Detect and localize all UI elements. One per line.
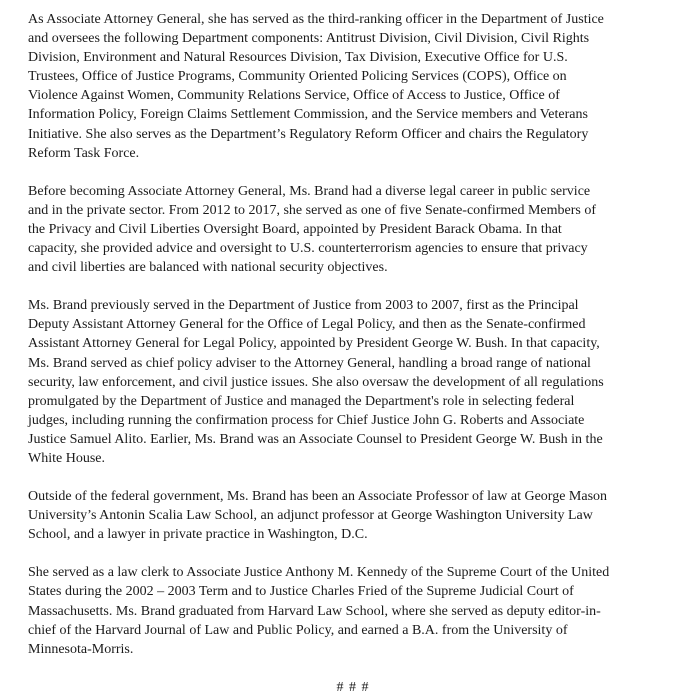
end-mark: # # # — [336, 679, 370, 695]
paragraph-clerkship-education: She served as a law clerk to Associate Justice Anthony M. Kennedy of the Supreme Court of the United States during the 2002 – 2003 Term and to Justice Charles Fried of the Supreme Judicial Court of Massachusetts. Ms. Brand graduated from Harvard Law School, where she served as deputy editor-in- chief of the Harvard Journal of Law and Public Policy, and earned a B.A. from the University of Minnesota-Morris. — [28, 565, 610, 657]
paragraph-doj-service: Ms. Brand previously served in the Department of Justice from 2003 to 2007, first as the Principal Deputy Assistant Attorney General for the Office of Legal Policy, and then as the Senate-confirmed Assistant Attorney General for Legal Policy, appointed by President George W. Bush. In that capacity, Ms. Brand served as chief policy adviser to the Attorney General, handling a broad range of national security, law enforcement, and civil justice issues. She also oversaw the development of all regulations promulgated by the Department of Justice and managed the Department's role in selecting federal judges, including running the confirmation process for Chief Justice John G. Roberts and Associate Justice Samuel Alito. Earlier, Ms. Brand was an Associate Counsel to President George W. Bush in the White House. — [28, 298, 604, 466]
paragraph-academic-private-practice: Outside of the federal government, Ms. Brand has been an Associate Professor of law at George Mason University’s Antonin Scalia Law School, an adjunct professor at George Washington University Law School, and a lawyer in private practice in Washington, D.C. — [28, 489, 608, 543]
paragraph-associate-ag-role: As Associate Attorney General, she has served as the third-ranking officer in the Department of Justice and oversees the following Department components: Antitrust Division, Civil Division, Civil Rights Division, Environment and Natural Resources Division, Tax Division, Executive Office for U.S. Trustees, Office of Justice Programs, Community Oriented Policing Services (COPS), Office on Violence Against Women, Community Relations Service, Office of Access to Justice, Office of Information Policy, Foreign Claims Settlement Commission, and the Service members and Veterans Initiative. She also serves as the Department’s Regulatory Reform Officer and chairs the Regulatory Reform Task Force. — [28, 12, 604, 161]
document-body — [28, 10, 678, 697]
paragraph-career-background: Before becoming Associate Attorney General, Ms. Brand had a diverse legal career in public service and in the private sector. From 2012 to 2017, she served as one of five Senate-confirmed Members of the Privacy and Civil Liberties Oversight Board, appointed by President Barack Obama. In that capacity, she provided advice and oversight to U.S. counterterrorism agencies to ensure that privacy and civil liberties are balanced with national security objectives. — [28, 183, 597, 276]
